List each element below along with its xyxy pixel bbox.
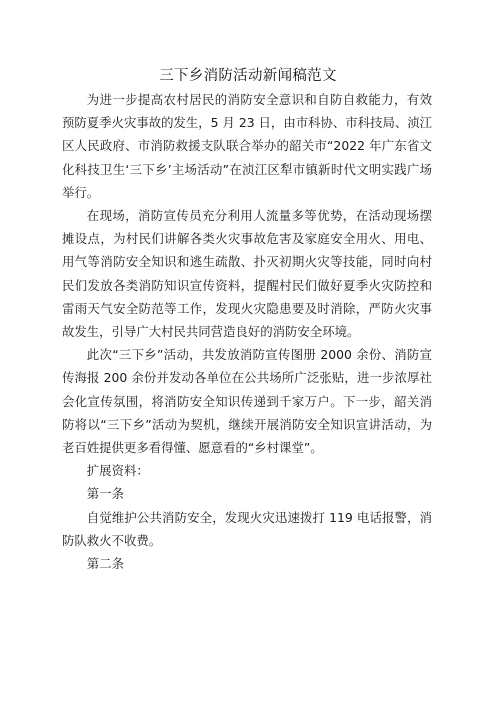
article-two-heading: 第二条: [86, 556, 124, 572]
paragraph-intro: 为进一步提高农村居民的消防安全意识和自防自救能力，有效预防夏季火灾事故的发生，5 月 23 日，由市科协、市科技局、浈江区人民政府、市消防救援支队联合举办的韶关市“2022 年广东省文化科技卫生‘三下乡’主场活动”在浈江区犁市镇新时代文明实践广场举行。: [62, 92, 433, 200]
document-body: [62, 88, 432, 575]
extended-material-heading: 扩展资料：: [86, 463, 149, 479]
paragraph-summary: 此次“三下乡”活动，共发放消防宣传图册 2000 余份、消防宣传海报 200 余份并发动各单位在公共场所广泛张贴，进一步浓厚社会化宣传氛围，将消防安全知识传递到千家万户。下一步，韶关消防将以“三下乡”活动为契机，继续开展消防安全知识宣讲活动，为老百姓提供更多看得懂、愿意看的“乡村课堂”。: [62, 347, 432, 456]
paragraph-on-site: 在现场，消防宣传员充分利用人流量多等优势，在活动现场摆摊设点，为村民们讲解各类火灾事故危害及家庭安全用火、用电、用气等消防安全知识和逃生疏散、扑灭初期火灾等技能，同时向村民们发放各类消防知识宣传资料，提醒村民们做好夏季火灾防控和雷雨天气安全防范等工作，发现火灾隐患要及时消除，严防火灾事故发生，引导广大村民共同营造良好的消防安全环境。: [62, 208, 432, 340]
article-one-text: 自觉维护公共消防安全，发现火灾迅速拨打 119 电话报警，消防队救火不收费。: [62, 509, 432, 548]
document-title: 三下乡消防活动新闻稿范文: [159, 68, 337, 84]
article-one-heading: 第一条: [86, 486, 124, 502]
